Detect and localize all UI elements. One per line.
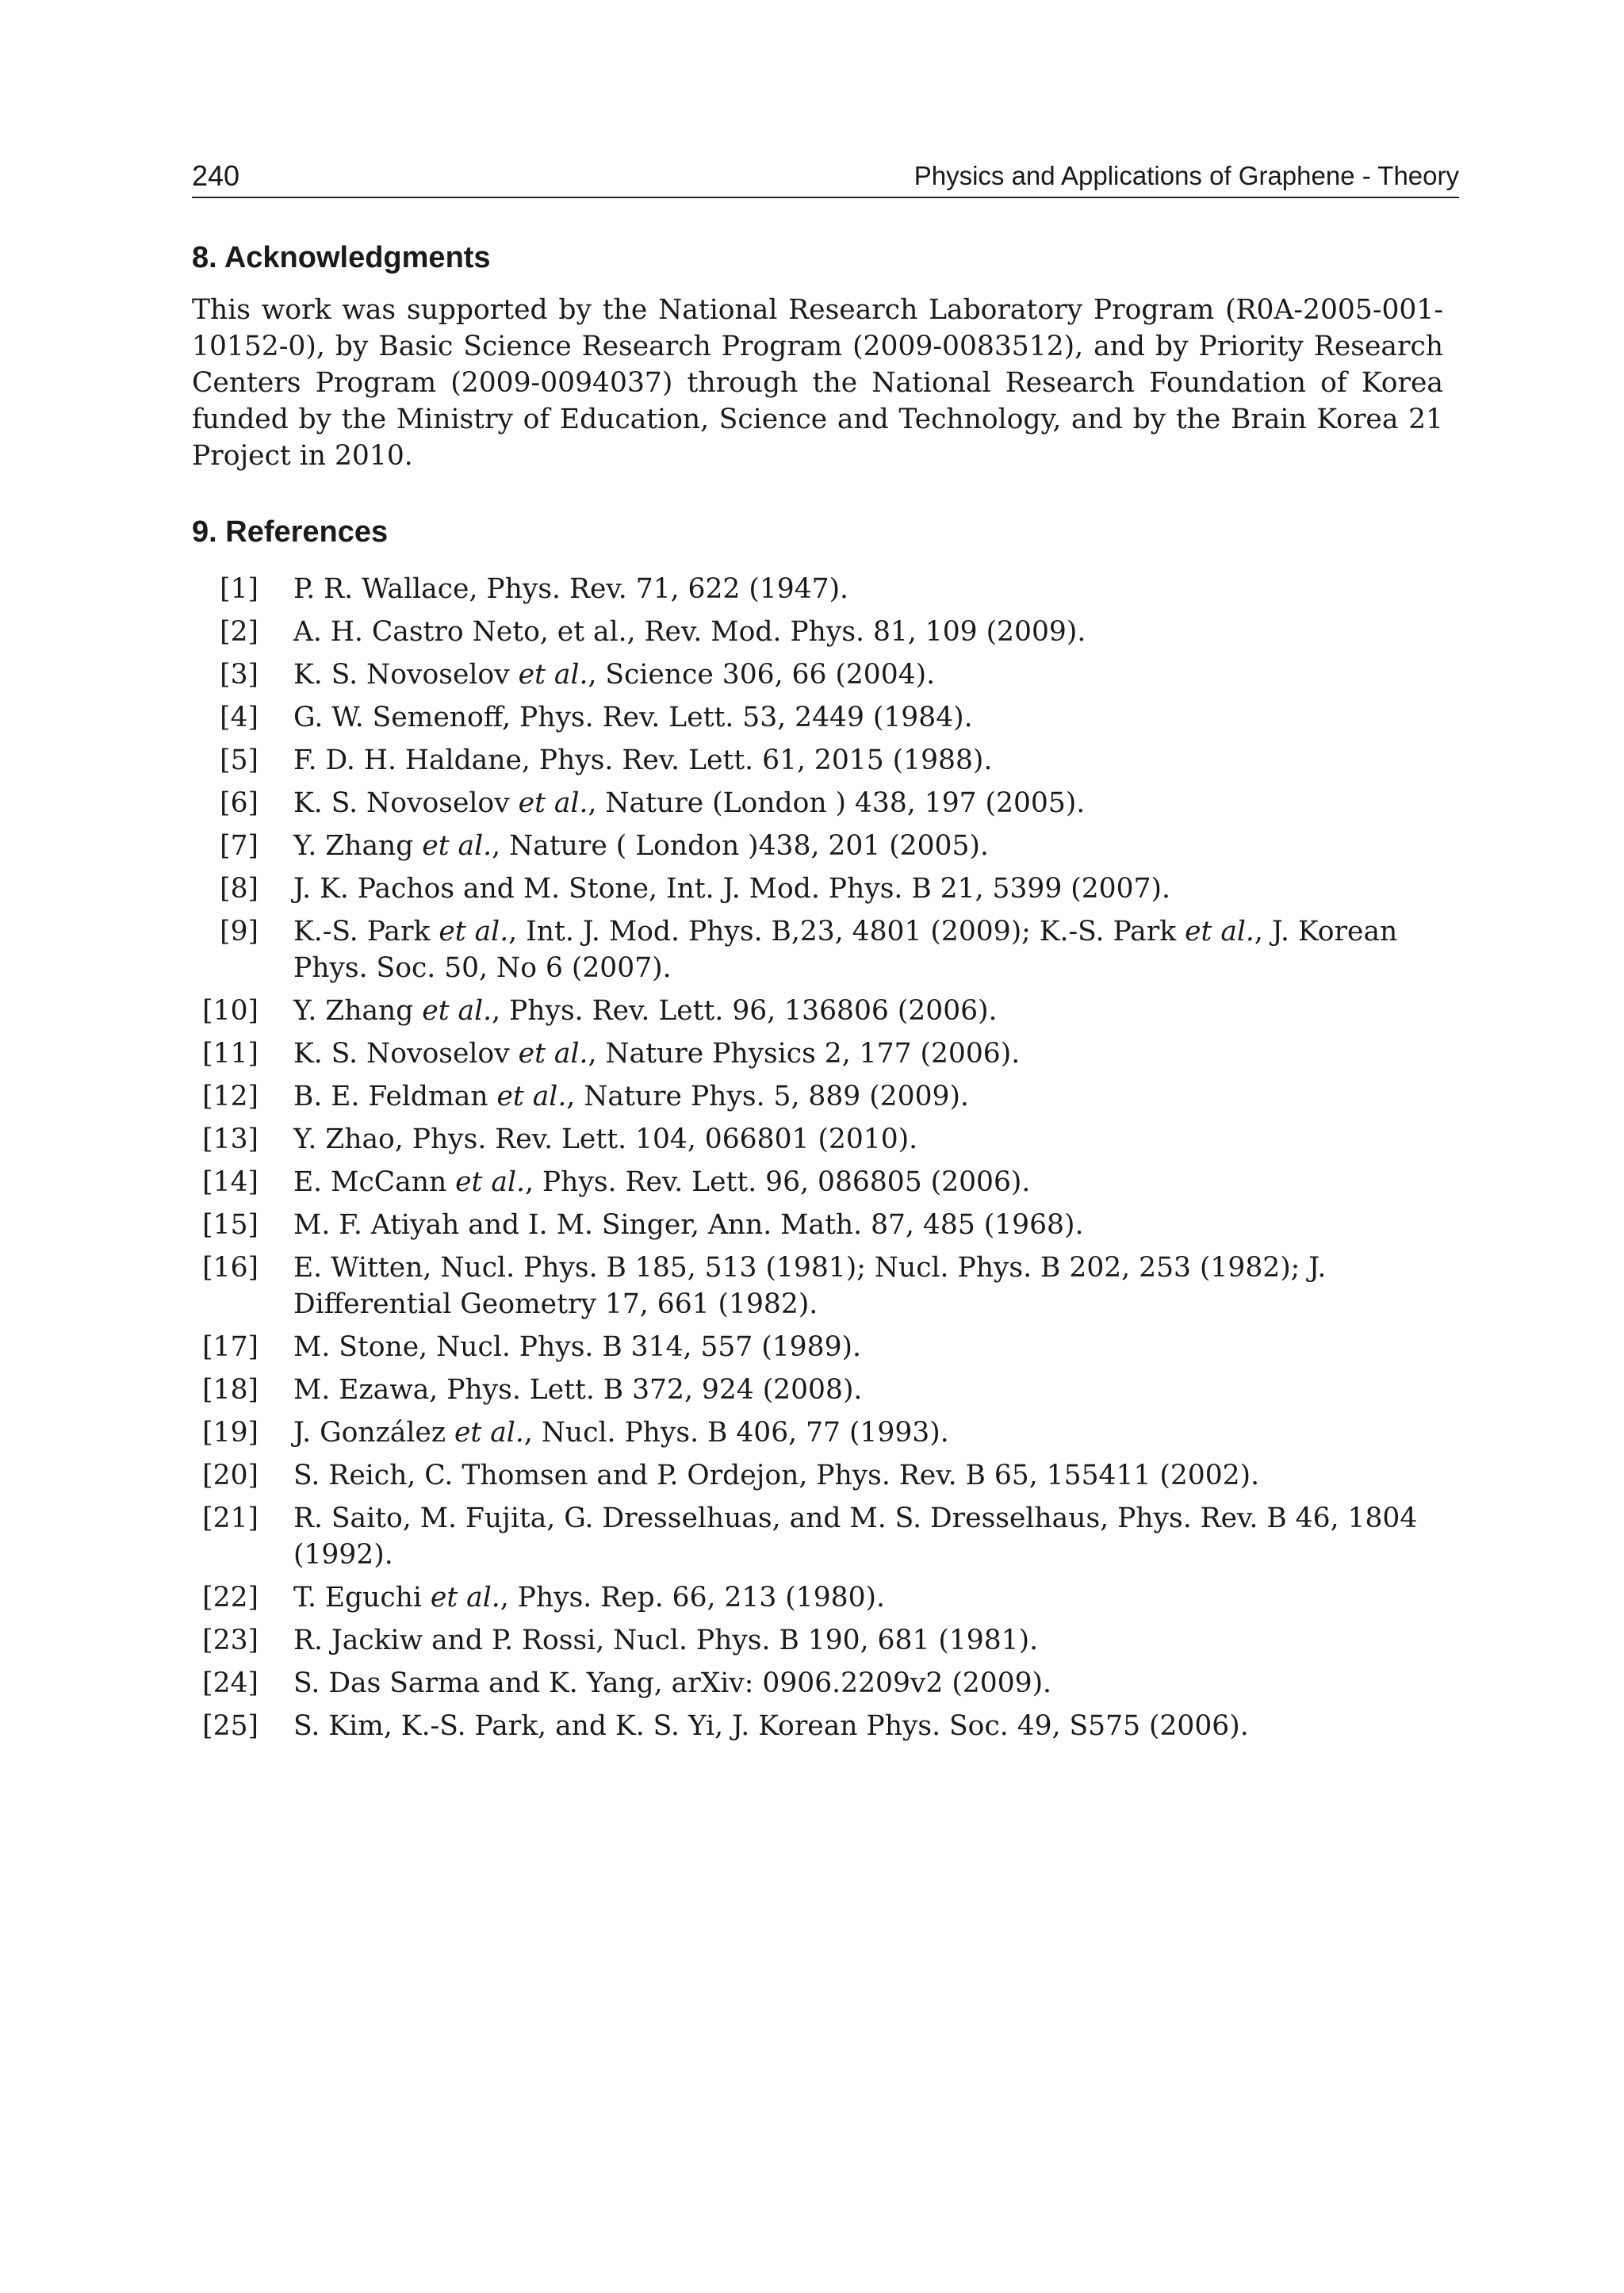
reference-number: [17]	[202, 1331, 259, 1363]
reference-number: [25]	[202, 1710, 259, 1742]
reference-number: [19]	[202, 1417, 259, 1449]
reference-segment: G. W. Semenoff, Phys. Rev. Lett. 53, 2449 (1984).	[293, 702, 973, 733]
reference-et-al: et al.	[439, 916, 509, 947]
reference-segment: A. H. Castro Neto, et al., Rev. Mod. Phys. 81, 109 (2009).	[293, 616, 1086, 648]
reference-segment: S. Das Sarma and K. Yang, arXiv: 0906.2209v2 (2009).	[293, 1667, 1052, 1699]
reference-segment: Y. Zhao, Phys. Rev. Lett. 104, 066801 (2010).	[293, 1124, 918, 1155]
reference-segment: Y. Zhang	[293, 830, 423, 862]
reference-text	[293, 1414, 1443, 1451]
reference-number: [16]	[202, 1252, 259, 1284]
reference-number: [5]	[220, 745, 259, 776]
reference-segment: M. F. Atiyah and I. M. Singer, Ann. Math. 87, 485 (1968).	[293, 1209, 1084, 1241]
reference-item	[192, 1329, 1443, 1365]
reference-segment: , Nature Phys. 5, 889 (2009).	[566, 1081, 969, 1112]
reference-segment: E. McCann	[293, 1166, 456, 1198]
reference-segment: M. Ezawa, Phys. Lett. B 372, 924 (2008).	[293, 1374, 863, 1406]
reference-et-al: et al.	[454, 1417, 524, 1449]
reference-number: [24]	[202, 1667, 259, 1699]
reference-number: [18]	[202, 1374, 259, 1406]
reference-number: [1]	[220, 573, 259, 605]
acknowledgments-heading: 8. Acknowledgments	[192, 241, 491, 274]
reference-segment: S. Kim, K.-S. Park, and K. S. Yi, J. Korean Phys. Soc. 49, S575 (2006).	[293, 1710, 1249, 1742]
reference-item	[192, 913, 1443, 986]
reference-item	[192, 1457, 1443, 1494]
reference-item	[192, 1035, 1443, 1072]
reference-item	[192, 1708, 1443, 1744]
acknowledgments-paragraph: This work was supported by the National Research Laboratory Program (R0A-2005-001-10152-0), by Basic Science Research Program (2009-0083512), and by Priority Research Centers Program (2009-0094037) through the National Research Foundation of Korea funded by the Ministry of Education, Science and Technology, and by the Brain Korea 21 Project in 2010.	[192, 294, 1443, 472]
reference-number: [12]	[202, 1081, 259, 1112]
reference-et-al: et al.	[518, 787, 588, 819]
reference-number: [10]	[202, 995, 259, 1027]
reference-item	[192, 871, 1443, 907]
references-heading: 9. References	[192, 515, 389, 549]
reference-text	[293, 1078, 1443, 1115]
reference-text	[293, 1164, 1443, 1200]
reference-item	[192, 1121, 1443, 1158]
reference-item	[192, 657, 1443, 693]
reference-segment: , Nucl. Phys. B 406, 77 (1993).	[523, 1417, 949, 1449]
reference-text	[293, 1035, 1443, 1072]
reference-number: [23]	[202, 1625, 259, 1656]
reference-et-al: et al.	[518, 1038, 588, 1070]
reference-segment: P. R. Wallace, Phys. Rev. 71, 622 (1947).	[293, 573, 849, 605]
reference-segment: J. González	[293, 1417, 454, 1449]
reference-segment: E. Witten, Nucl. Phys. B 185, 513 (1981); Nucl. Phys. B 202, 253 (1982); J. Differential Geometry 17, 661 (1982).	[293, 1252, 1327, 1320]
reference-segment: K. S. Novoselov	[293, 787, 519, 819]
reference-text	[293, 657, 1443, 693]
reference-segment: K. S. Novoselov	[293, 1038, 519, 1070]
reference-segment: K.-S. Park	[293, 916, 439, 947]
reference-et-al: et al.	[518, 659, 588, 691]
reference-number: [2]	[220, 616, 259, 648]
reference-text	[293, 1121, 1443, 1158]
reference-number: [11]	[202, 1038, 259, 1070]
reference-number: [4]	[220, 702, 259, 733]
reference-item	[192, 828, 1443, 864]
reference-text	[293, 571, 1443, 607]
reference-segment: T. Eguchi	[293, 1582, 431, 1614]
reference-text	[293, 913, 1443, 986]
reference-item	[192, 1207, 1443, 1243]
reference-item	[192, 1414, 1443, 1451]
running-title: Physics and Applications of Graphene - Theory	[914, 161, 1459, 190]
reference-segment: K. S. Novoselov	[293, 659, 519, 691]
reference-number: [13]	[202, 1124, 259, 1155]
reference-text	[293, 993, 1443, 1029]
reference-et-al: et al.	[496, 1081, 567, 1112]
references-list	[192, 571, 1443, 1744]
reference-text	[293, 1250, 1443, 1323]
reference-et-al: et al.	[455, 1166, 525, 1198]
reference-segment: M. Stone, Nucl. Phys. B 314, 557 (1989).	[293, 1331, 861, 1363]
reference-text	[293, 1457, 1443, 1494]
reference-item	[192, 742, 1443, 779]
reference-text	[293, 1329, 1443, 1365]
reference-segment: F. D. H. Haldane, Phys. Rev. Lett. 61, 2015 (1988).	[293, 745, 993, 776]
reference-segment: , Phys. Rep. 66, 213 (1980).	[500, 1582, 885, 1614]
reference-segment: , Int. J. Mod. Phys. B,23, 4801 (2009); K.-S. Park	[508, 916, 1185, 947]
reference-segment: J. K. Pachos and M. Stone, Int. J. Mod. Phys. B 21, 5399 (2007).	[293, 873, 1170, 905]
reference-segment: , Nature (London ) 438, 197 (2005).	[588, 787, 1086, 819]
reference-text	[293, 699, 1443, 736]
reference-number: [6]	[220, 787, 259, 819]
reference-segment: B. E. Feldman	[293, 1081, 497, 1112]
reference-text	[293, 1372, 1443, 1408]
reference-item	[192, 1622, 1443, 1659]
reference-item	[192, 1500, 1443, 1573]
reference-item	[192, 1250, 1443, 1323]
reference-text	[293, 1500, 1443, 1573]
reference-item	[192, 1665, 1443, 1702]
reference-text	[293, 1622, 1443, 1659]
reference-segment: Y. Zhang	[293, 995, 423, 1027]
reference-text	[293, 785, 1443, 821]
reference-text	[293, 828, 1443, 864]
reference-item	[192, 993, 1443, 1029]
reference-text	[293, 1579, 1443, 1616]
reference-segment: , Science 306, 66 (2004).	[588, 659, 936, 691]
reference-number: [15]	[202, 1209, 259, 1241]
reference-number: [22]	[202, 1582, 259, 1614]
reference-item	[192, 571, 1443, 607]
reference-segment: , Phys. Rev. Lett. 96, 086805 (2006).	[524, 1166, 1031, 1198]
reference-item	[192, 614, 1443, 650]
reference-text	[293, 742, 1443, 779]
reference-et-al: et al.	[430, 1582, 500, 1614]
reference-number: [14]	[202, 1166, 259, 1198]
reference-et-al: et al.	[1185, 916, 1254, 947]
reference-text	[293, 1708, 1443, 1744]
reference-text	[293, 1207, 1443, 1243]
reference-number: [9]	[220, 916, 259, 947]
reference-segment: , Phys. Rev. Lett. 96, 136806 (2006).	[492, 995, 998, 1027]
running-header	[192, 159, 1459, 198]
reference-number: [7]	[220, 830, 259, 862]
reference-number: [20]	[202, 1460, 259, 1491]
reference-et-al: et al.	[422, 830, 492, 862]
reference-item	[192, 1579, 1443, 1616]
page	[192, 159, 1459, 1751]
reference-segment: S. Reich, C. Thomsen and P. Ordejon, Phys. Rev. B 65, 155411 (2002).	[293, 1460, 1260, 1491]
reference-item	[192, 1164, 1443, 1200]
reference-number: [21]	[202, 1503, 259, 1534]
reference-item	[192, 785, 1443, 821]
reference-segment: , Nature ( London )438, 201 (2005).	[492, 830, 989, 862]
reference-text	[293, 1665, 1443, 1702]
reference-segment: R. Jackiw and P. Rossi, Nucl. Phys. B 190, 681 (1981).	[293, 1625, 1039, 1656]
reference-et-al: et al.	[422, 995, 492, 1027]
reference-item	[192, 1078, 1443, 1115]
reference-number: [3]	[220, 659, 259, 691]
page-number: 240	[192, 159, 240, 192]
reference-text	[293, 614, 1443, 650]
reference-item	[192, 699, 1443, 736]
reference-text	[293, 871, 1443, 907]
reference-item	[192, 1372, 1443, 1408]
reference-segment: R. Saito, M. Fujita, G. Dresselhuas, and M. S. Dresselhaus, Phys. Rev. B 46, 1804 (1992).	[293, 1503, 1418, 1571]
reference-segment: , Nature Physics 2, 177 (2006).	[588, 1038, 1021, 1070]
reference-number: [8]	[220, 873, 259, 905]
reference-segment: , J. Korean Phys. Soc. 50, No 6 (2007).	[293, 916, 1398, 984]
